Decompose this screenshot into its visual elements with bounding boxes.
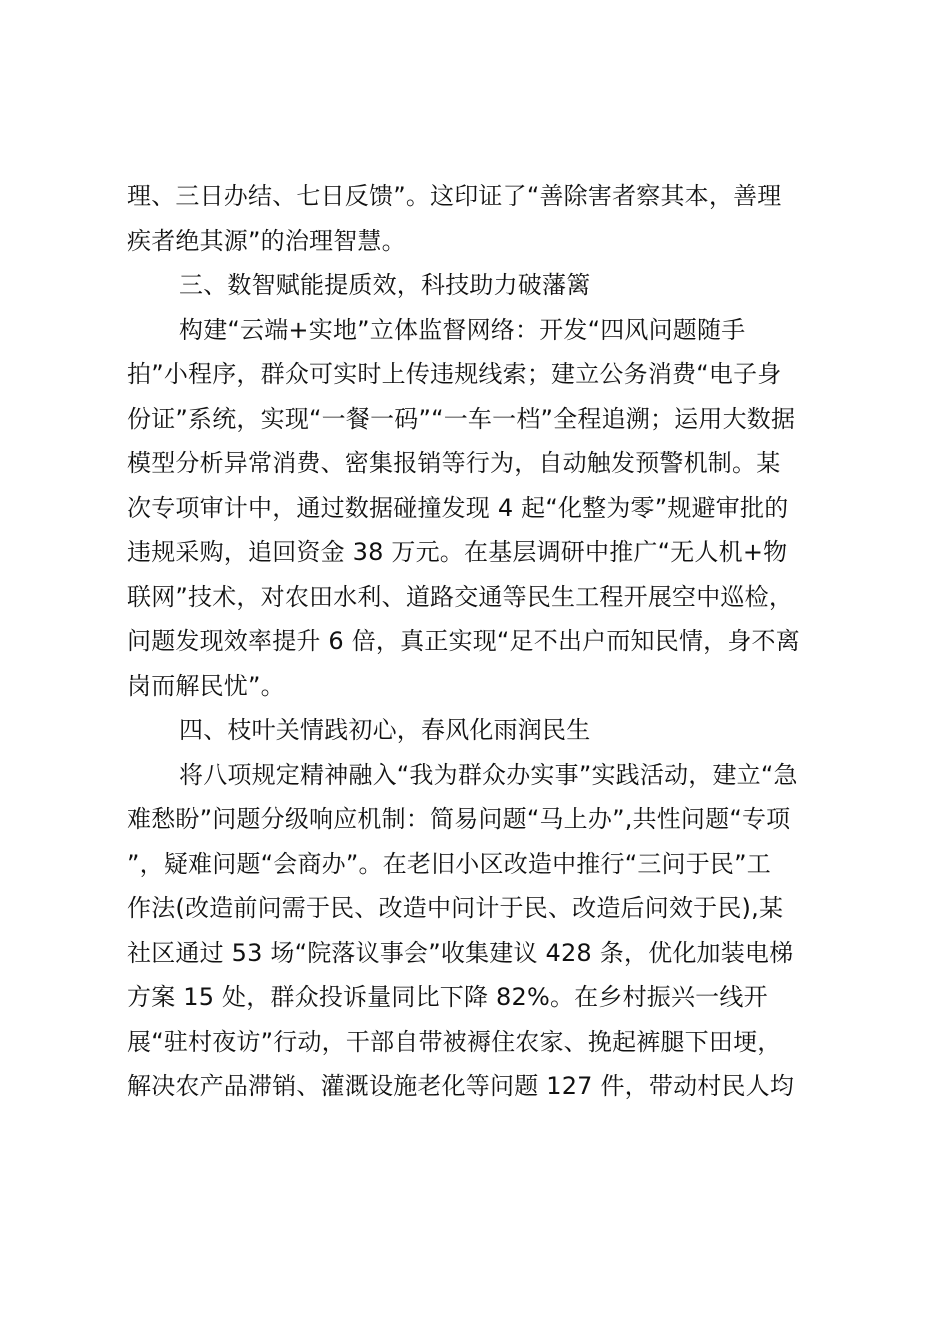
- section-heading: 三、数智赋能提质效，科技助力破藩篱: [179, 271, 591, 299]
- body-line: 将八项规定精神融入“我为群众办实事”实践活动，建立“急: [179, 760, 798, 789]
- body-line: 违规采购，追回资金 38 万元。在基层调研中推广“无人机+物: [127, 538, 788, 566]
- body-line: 作法(改造前问需于民、改造中问计于民、改造后问效于民),某: [127, 894, 784, 922]
- body-line: 拍”小程序，群众可实时上传违规线索；建立公务消费“电子身: [127, 360, 782, 388]
- body-line: 方案 15 处，群众投诉量同比下降 82%。在乡村振兴一线开: [127, 983, 768, 1011]
- body-line: 展“驻村夜访”行动，干部自带被褥住农家、挽起裤腿下田埂，: [127, 1027, 782, 1056]
- body-line: 理、三日办结、七日反馈”。这印证了“善除害者察其本，善理: [127, 182, 782, 210]
- body-line: ”，疑难问题“会商办”。在老旧小区改造中推行“三问于民”工: [127, 849, 771, 878]
- body-line: 次专项审计中，通过数据碰撞发现 4 起“化整为零”规避审批的: [127, 493, 789, 522]
- body-line: 构建“云端+实地”立体监督网络：开发“四风问题随手: [179, 315, 746, 344]
- document-body: [127, 174, 835, 1109]
- body-line: 难愁盼”问题分级响应机制：简易问题“马上办”,共性问题“专项: [127, 805, 791, 833]
- body-line: 岗而解民忧”。: [127, 671, 285, 700]
- body-line: 疾者绝其源”的治理智慧。: [127, 226, 406, 255]
- body-line: 联网”技术，对农田水利、道路交通等民生工程开展空中巡检，: [127, 582, 794, 611]
- body-line: 解决农产品滞销、灌溉设施老化等问题 127 件，带动村民人均: [127, 1072, 795, 1100]
- body-line: 问题发现效率提升 6 倍，真正实现“足不出户而知民情，身不离: [127, 627, 800, 655]
- section-heading: 四、枝叶关情践初心，春风化雨润民生: [179, 716, 591, 744]
- body-line: 社区通过 53 场“院落议事会”收集建议 428 条，优化加装电梯: [127, 938, 794, 967]
- body-line: 份证”系统，实现“一餐一码”“一车一档”全程追溯；运用大数据: [127, 404, 796, 433]
- body-line: 模型分析异常消费、密集报销等行为，自动触发预警机制。某: [127, 449, 781, 477]
